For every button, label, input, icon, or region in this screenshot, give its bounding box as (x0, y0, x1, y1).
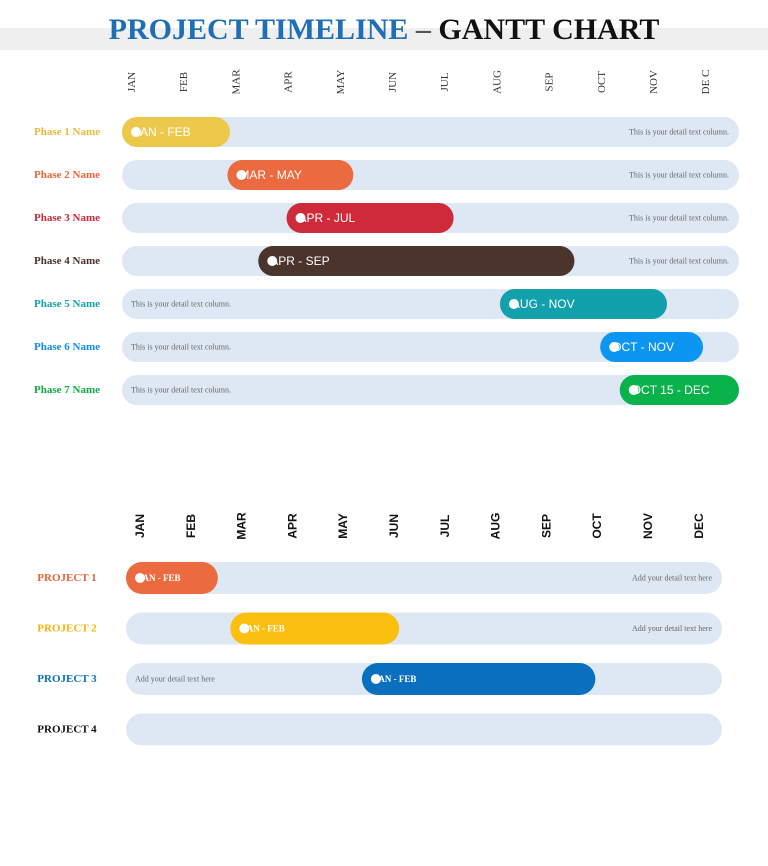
row-name: Phase 4 Name (34, 255, 100, 267)
gantt-row (34, 117, 739, 147)
detail-note: This is your detail text column. (629, 127, 729, 137)
detail-note: This is your detail text column. (131, 385, 231, 395)
bar-label: JAN - FEB (138, 573, 181, 583)
gantt-row (34, 289, 739, 319)
row-name: Phase 1 Name (34, 126, 100, 138)
month-label: MAR (234, 512, 249, 540)
month-label: JUL (437, 514, 452, 538)
detail-note: This is your detail text column. (131, 299, 231, 309)
row-name: PROJECT 4 (37, 723, 97, 736)
row-name: Phase 5 Name (34, 298, 100, 310)
gantt-row (37, 714, 722, 746)
gantt-row (37, 663, 722, 695)
row-name: PROJECT 2 (37, 622, 97, 635)
gantt-row (37, 613, 722, 645)
month-label: AUG (491, 70, 504, 94)
detail-note: Add your detail text here (135, 674, 215, 684)
bar-label: JAN - FEB (134, 125, 191, 139)
row-name: Phase 3 Name (34, 212, 100, 224)
month-label: MAY (334, 69, 347, 95)
gantt-row (34, 160, 739, 190)
title-main: PROJECT TIMELINE (108, 13, 409, 46)
month-label: JUL (439, 72, 452, 92)
month-label: JUN (387, 513, 401, 539)
month-label: FEB (178, 71, 191, 93)
month-label: AUG (488, 512, 503, 540)
month-label: SEP (543, 72, 556, 92)
month-label: JUN (387, 71, 399, 93)
bar-label: JAN - FEB (242, 623, 285, 634)
bar-label: OCT 15 - DEC (631, 383, 710, 397)
row-track (126, 714, 722, 746)
detail-note: This is your detail text column. (629, 213, 729, 223)
gantt-row (34, 332, 739, 362)
month-label: NOV (648, 70, 660, 94)
row-name: PROJECT 3 (37, 673, 97, 685)
month-label: DE C (700, 69, 713, 95)
month-label: SEP (539, 513, 554, 539)
detail-note: This is your detail text column. (629, 170, 729, 180)
gantt-row (34, 246, 739, 276)
row-name: PROJECT 1 (37, 572, 97, 584)
bar-label: AUG - NOV (511, 297, 575, 311)
month-label: APR (285, 513, 300, 539)
detail-note: This is your detail text column. (629, 256, 729, 266)
bar-label: APR - SEP (270, 254, 330, 268)
month-label: JAN (133, 513, 147, 539)
gantt-chart-2 (37, 512, 722, 745)
detail-note: Add your detail text here (632, 573, 712, 583)
month-label: NOV (641, 512, 655, 540)
month-label: DEC (691, 513, 706, 539)
month-label: APR (282, 71, 295, 93)
month-label: MAY (336, 513, 351, 539)
month-label: JAN (126, 71, 138, 93)
row-name: Phase 7 Name (34, 384, 100, 396)
month-label: OCT (595, 71, 608, 93)
bar-label: APR - JUL (298, 211, 356, 225)
detail-note: Add your detail text here (632, 624, 712, 633)
gantt-chart-1 (34, 69, 739, 405)
month-label: OCT (590, 513, 605, 539)
row-name: Phase 2 Name (34, 169, 100, 181)
gantt-row (34, 203, 739, 233)
row-name: Phase 6 Name (34, 341, 100, 353)
gantt-row (34, 375, 739, 405)
gantt-row (37, 562, 722, 594)
bar-label: MAR - MAY (239, 168, 302, 182)
title-dash: – (415, 13, 431, 46)
bar-label: JAN - FEB (373, 674, 417, 684)
bar-label: OCT - NOV (612, 340, 674, 354)
month-label: MAR (230, 69, 243, 95)
title-tail: GANTT CHART (438, 13, 660, 46)
month-label: FEB (183, 514, 198, 538)
detail-note: This is your detail text column. (131, 342, 231, 352)
